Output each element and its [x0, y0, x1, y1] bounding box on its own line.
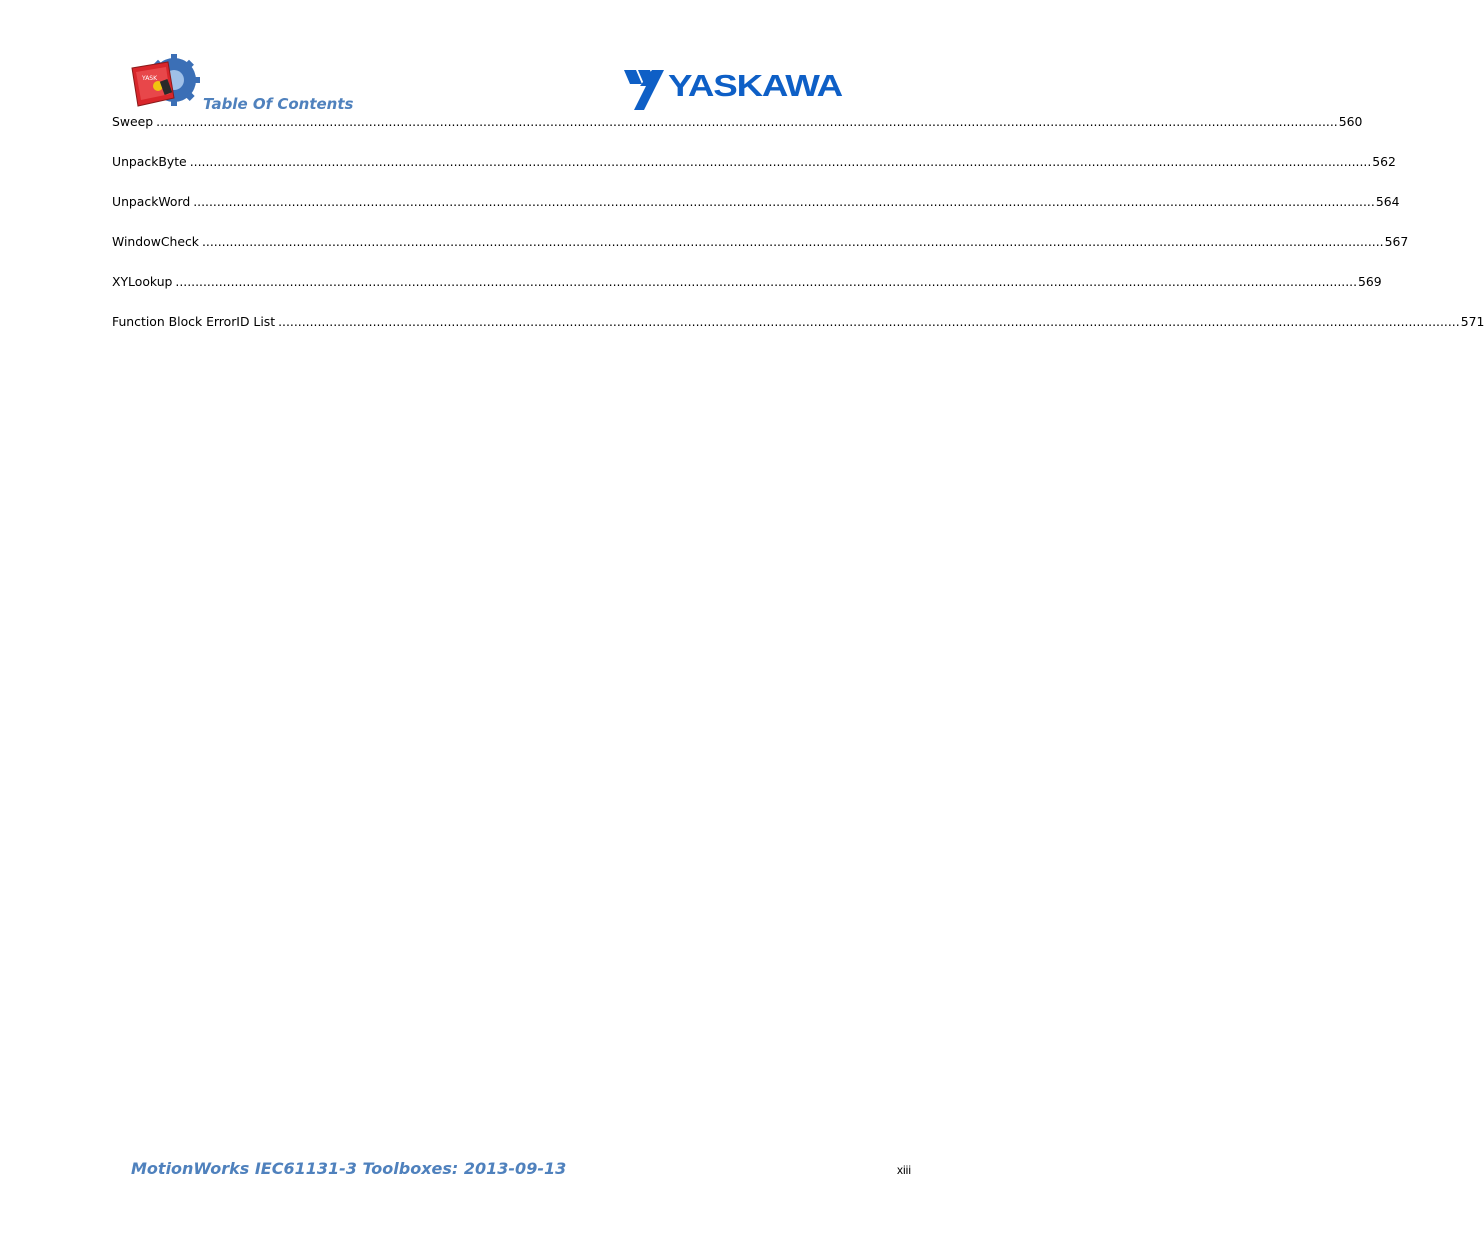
toc-entry[interactable]: [112, 234, 1409, 275]
toc-entry-page: 560: [1338, 114, 1363, 129]
toc-dot-leader: ............................................................................................................................................................................................................................................................................................................: [278, 314, 1460, 329]
toc-entry-page: 571: [1460, 314, 1484, 329]
brand-wordmark: YASKAWA: [668, 68, 843, 103]
toc-entry-label: WindowCheck: [112, 234, 199, 249]
toc-entry-page: 567: [1384, 234, 1409, 249]
yaskawa-logo: [622, 66, 844, 112]
header-title: Table Of Contents: [203, 95, 354, 113]
toc-entry-page: 562: [1372, 154, 1396, 169]
toc-dot-leader: ............................................................................................................................................................................................................................................................................................................: [175, 274, 1358, 289]
toc-entry-page: 569: [1358, 274, 1382, 289]
svg-text:YASK: YASK: [142, 75, 158, 82]
toolbox-icon: [132, 62, 174, 106]
toolbox-badge-logo: [128, 54, 202, 112]
toc-entry[interactable]: [112, 314, 1484, 355]
toc-entry-label: UnpackByte: [112, 154, 187, 169]
toc-dot-leader: ............................................................................................................................................................................................................................................................................................................: [156, 114, 1338, 129]
yaskawa-mark-icon: [624, 70, 664, 110]
toc-dot-leader: ............................................................................................................................................................................................................................................................................................................: [201, 234, 1384, 249]
toc-entry[interactable]: [112, 114, 1363, 155]
toc-entry-label: Sweep: [112, 114, 154, 129]
toc-dot-leader: ............................................................................................................................................................................................................................................................................................................: [189, 154, 1372, 169]
toc-entry[interactable]: [112, 194, 1400, 235]
toc-entry-label: UnpackWord: [112, 194, 191, 209]
toc-entry[interactable]: [112, 154, 1396, 195]
toc-entry-label: XYLookup: [112, 274, 173, 289]
footer-document-title: MotionWorks IEC61131-3 Toolboxes: 2013-09-13: [131, 1159, 567, 1178]
toc-entry-label: Function Block ErrorID List: [112, 314, 276, 329]
toc-dot-leader: ............................................................................................................................................................................................................................................................................................................: [193, 194, 1375, 209]
table-of-contents: [112, 114, 1484, 355]
toc-entry-page: 564: [1375, 194, 1400, 209]
footer-page-number: xiii: [897, 1163, 911, 1177]
toc-entry[interactable]: [112, 274, 1382, 315]
